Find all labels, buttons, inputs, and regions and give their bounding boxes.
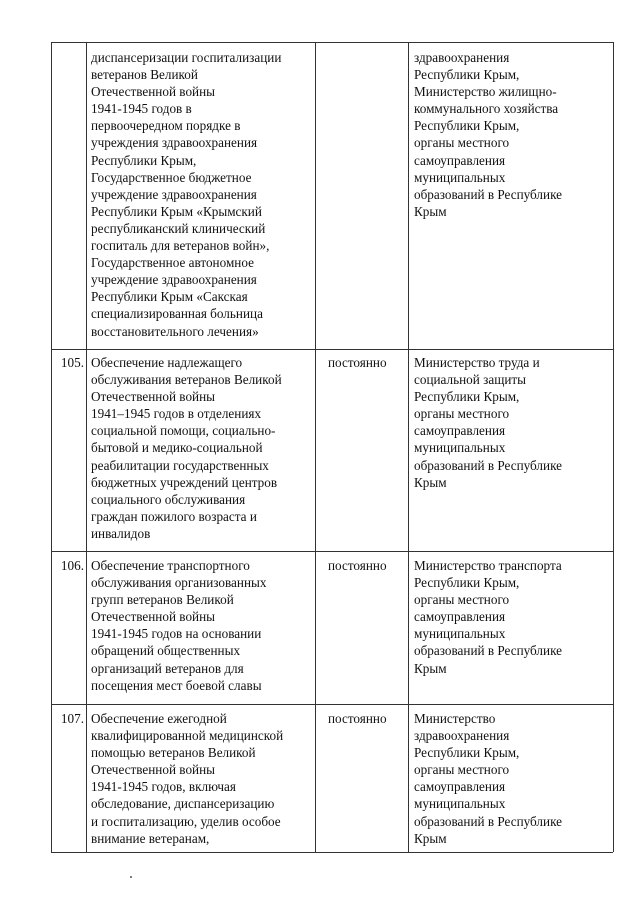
responsible-line: здравоохранения — [414, 728, 510, 744]
table-border-left — [51, 42, 52, 852]
responsible-line: образований в Республике — [414, 813, 562, 829]
measure-line: организаций ветеранов для — [91, 660, 244, 676]
measure-line: Отечественной войны — [91, 84, 216, 100]
measure-line: групп ветеранов Великой — [91, 592, 234, 608]
measure-line: инвалидов — [91, 525, 151, 541]
measure-line: 1941-1945 годов на основании — [91, 626, 262, 642]
measure-line: бюджетных учреждений центров — [91, 474, 278, 490]
responsible-line: самоуправления — [414, 152, 506, 168]
responsible-line: самоуправления — [414, 609, 506, 625]
measure-line: квалифицированной медицинской — [91, 728, 284, 744]
responsible-line: коммунального хозяйства — [414, 101, 559, 117]
responsible-line: образований в Республике — [414, 643, 562, 659]
measure-cell — [91, 354, 282, 542]
responsible-line: органы местного — [414, 592, 510, 608]
continued-responsible-cell — [414, 49, 562, 220]
measure-line: Обеспечение надлежащего — [91, 355, 243, 370]
term-cell: постоянно — [328, 711, 387, 726]
responsible-line: Министерство труда и — [414, 355, 540, 370]
row-number: 105. — [60, 355, 84, 370]
responsible-line: органы местного — [414, 406, 510, 422]
responsible-line: Республики Крым, — [414, 67, 520, 83]
measure-line: специализированная больница — [91, 306, 263, 322]
responsible-line: Крым — [414, 660, 447, 676]
measure-line: госпиталь для ветеранов войн», — [91, 238, 270, 254]
measure-line: бытовой и медико-социальной — [91, 440, 263, 456]
measure-line: Обеспечение ежегодной — [91, 711, 227, 726]
measure-line: социальной помощи, социально- — [91, 423, 276, 439]
measure-line: восстановительного лечения» — [91, 323, 259, 339]
table-border-top — [51, 42, 613, 43]
measure-line: 1941-1945 годов в — [91, 101, 192, 117]
measure-line: реабилитации государственных — [91, 457, 269, 473]
responsible-line: Министерство жилищно- — [414, 84, 557, 100]
row-divider — [51, 551, 613, 552]
responsible-line: Крым — [414, 203, 447, 219]
row-number: 107. — [60, 711, 84, 726]
responsible-cell — [414, 557, 562, 677]
table-divider-term — [315, 42, 316, 852]
table-border-bottom — [51, 852, 613, 853]
measure-line: Государственное автономное — [91, 255, 254, 271]
measure-line: Республики Крым «Сакская — [91, 289, 248, 305]
measure-line: социального обслуживания — [91, 491, 246, 507]
row-divider — [51, 704, 613, 705]
responsible-cell — [414, 354, 562, 491]
responsible-line: органы местного — [414, 135, 510, 151]
measure-line: республиканский клинический — [91, 220, 266, 236]
table-border-right — [613, 42, 614, 852]
measure-line: помощью ветеранов Великой — [91, 745, 256, 761]
measure-line: Республики Крым, — [91, 152, 197, 168]
measure-line: 1941–1945 годов в отделениях — [91, 406, 262, 422]
responsible-line: здравоохранения — [414, 50, 510, 65]
measure-line: обращений общественных — [91, 643, 241, 659]
measure-line: и госпитализацию, уделив особое — [91, 813, 281, 829]
table-divider-number — [86, 42, 87, 852]
responsible-line: муниципальных — [414, 796, 506, 812]
measure-line: внимание ветеранам, — [91, 830, 210, 846]
responsible-line: Республики Крым, — [414, 745, 520, 761]
responsible-line: Республики Крым, — [414, 575, 520, 591]
measure-line: ветеранов Великой — [91, 67, 198, 83]
measure-line: Отечественной войны — [91, 609, 216, 625]
responsible-line: образований в Республике — [414, 457, 562, 473]
responsible-line: Крым — [414, 474, 447, 490]
responsible-line: образований в Республике — [414, 186, 562, 202]
responsible-line: органы местного — [414, 762, 510, 778]
responsible-line: Министерство транспорта — [414, 558, 562, 573]
measure-line: граждан пожилого возраста и — [91, 508, 257, 524]
measure-line: учреждения здравоохранения — [91, 135, 258, 151]
responsible-line: муниципальных — [414, 626, 506, 642]
measure-line: обследование, диспансеризацию — [91, 796, 275, 812]
measure-cell — [91, 557, 266, 694]
measure-line: диспансеризации госпитализации — [91, 50, 282, 65]
measure-line: Отечественной войны — [91, 762, 216, 778]
responsible-line: Республики Крым, — [414, 389, 520, 405]
responsible-line: Республики Крым, — [414, 118, 520, 134]
responsible-cell — [414, 710, 562, 847]
responsible-line: муниципальных — [414, 440, 506, 456]
term-cell: постоянно — [328, 355, 387, 370]
responsible-line: социальной защиты — [414, 372, 527, 388]
measure-line: посещения мест боевой славы — [91, 677, 262, 693]
row-number: 106. — [60, 558, 84, 573]
term-cell: постоянно — [328, 558, 387, 573]
measure-line: 1941-1945 годов, включая — [91, 779, 236, 795]
measure-line: учреждение здравоохранения — [91, 272, 257, 288]
row-divider — [51, 349, 613, 350]
measure-line: Республики Крым «Крымский — [91, 203, 262, 219]
responsible-line: самоуправления — [414, 779, 506, 795]
measure-line: обслуживания ветеранов Великой — [91, 372, 282, 388]
responsible-line: Министерство — [414, 711, 496, 726]
scan-speck — [130, 876, 132, 878]
measure-line: обслуживания организованных — [91, 575, 267, 591]
measure-line: первоочередном порядке в — [91, 118, 241, 134]
measure-line: Обеспечение транспортного — [91, 558, 250, 573]
responsible-line: муниципальных — [414, 169, 506, 185]
responsible-line: Крым — [414, 830, 447, 846]
responsible-line: самоуправления — [414, 423, 506, 439]
measure-line: учреждение здравоохранения — [91, 186, 257, 202]
table-divider-responsible — [408, 42, 409, 852]
measure-cell — [91, 710, 283, 847]
measure-line: Государственное бюджетное — [91, 169, 252, 185]
continued-measure-cell — [91, 49, 281, 340]
measure-line: Отечественной войны — [91, 389, 216, 405]
